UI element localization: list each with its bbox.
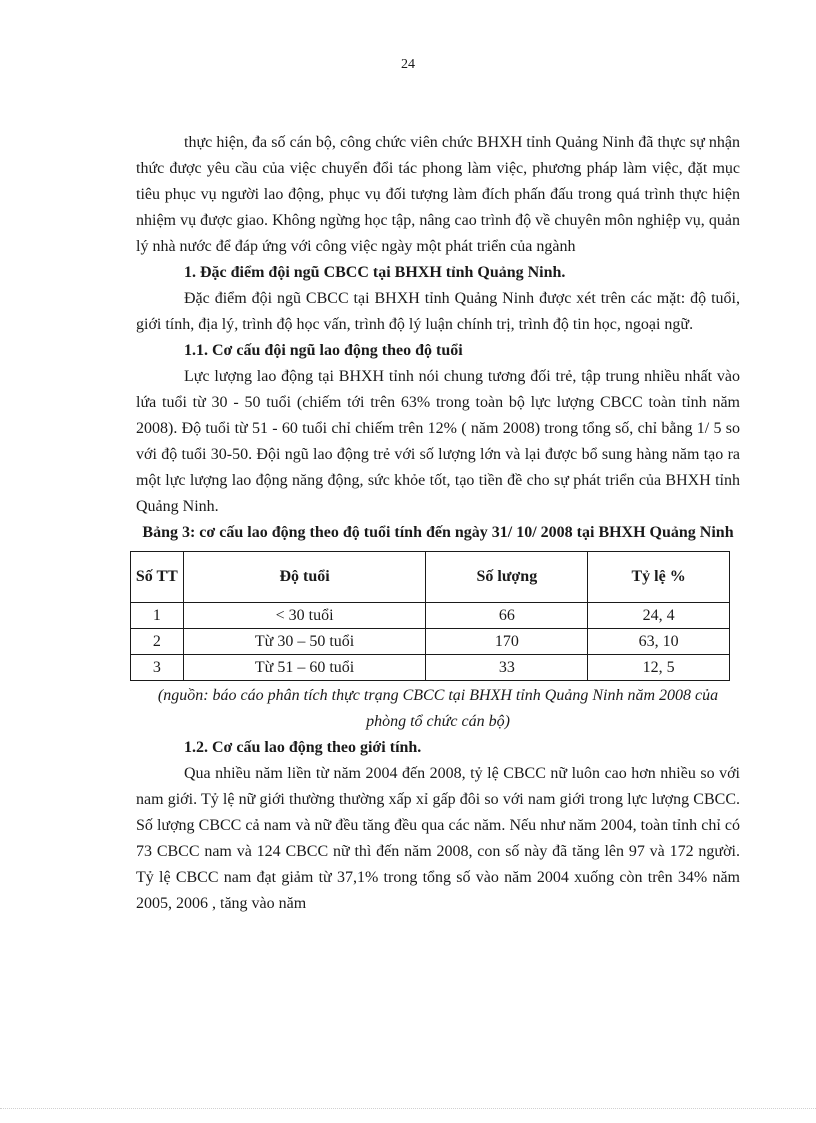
header-percent: Tỷ lệ % — [588, 552, 730, 603]
header-stt: Số TT — [131, 552, 184, 603]
table-row — [131, 629, 730, 655]
cell-count: 170 — [426, 629, 588, 655]
cell-age-group: < 30 tuổi — [183, 603, 426, 629]
section-1-paragraph: Đặc điểm đội ngũ CBCC tại BHXH tỉnh Quảng Ninh được xét trên các mặt: độ tuổi, giới tính, địa lý, trình độ học vấn, trình độ lý luận chính trị, trình độ tin học, ngoại ngữ. — [136, 290, 740, 333]
header-count: Số lượng — [426, 552, 588, 603]
cell-percent: 12, 5 — [588, 655, 730, 681]
table-row — [131, 603, 730, 629]
cell-stt: 3 — [131, 655, 184, 681]
table-3-caption: Bảng 3: cơ cấu lao động theo độ tuổi tính đến ngày 31/ 10/ 2008 tại BHXH Quảng Ninh — [142, 524, 734, 541]
section-1-heading: 1. Đặc điểm đội ngũ CBCC tại BHXH tỉnh Quảng Ninh. — [184, 264, 566, 281]
page-bottom-divider — [0, 1108, 816, 1109]
intro-paragraph: thực hiện, đa số cán bộ, công chức viên chức BHXH tỉnh Quảng Ninh đã thực sự nhận thức được yêu cầu của việc chuyển đổi tác phong làm việc, phương pháp làm việc, đặt mục tiêu phục vụ người lao động, phục vụ đối tượng làm đích phấn đấu trong quá trình thực hiện nhiệm vụ được giao. Không ngừng học tập, nâng cao trình độ về chuyên môn nghiệp vụ, quản lý nhà nước để đáp ứng với công việc ngày một phát triển của ngành — [136, 134, 740, 255]
cell-stt: 1 — [131, 603, 184, 629]
header-age-group: Độ tuổi — [183, 552, 426, 603]
table-row — [131, 655, 730, 681]
section-1-2-heading: 1.2. Cơ cấu lao động theo giới tính. — [184, 739, 422, 756]
age-structure-table — [130, 551, 730, 681]
table-header-row — [131, 552, 730, 603]
cell-age-group: Từ 51 – 60 tuổi — [183, 655, 426, 681]
cell-stt: 2 — [131, 629, 184, 655]
section-1-1-paragraph: Lực lượng lao động tại BHXH tỉnh nói chung tương đối trẻ, tập trung nhiều nhất vào lứa tuổi từ 30 - 50 tuổi (chiếm tới trên 63% trong toàn bộ lực lượng CBCC toàn tỉnh năm 2008). Độ tuổi từ 51 - 60 tuổi chỉ chiếm trên 12% ( năm 2008) trong tổng số, chỉ bằng 1/ 5 so với độ tuổi 30-50. Đội ngũ lao động trẻ với số lượng lớn và lại được bổ sung hàng năm tạo ra một lực lượng lao động năng động, sức khỏe tốt, tạo tiền đề cho sự phát triển của BHXH tỉnh Quảng Ninh. — [136, 368, 740, 515]
cell-age-group: Từ 30 – 50 tuổi — [183, 629, 426, 655]
table-3-source-note: (nguồn: báo cáo phân tích thực trạng CBCC tại BHXH tỉnh Quảng Ninh năm 2008 của phòng tổ chức cán bộ) — [157, 687, 719, 730]
cell-percent: 24, 4 — [588, 603, 730, 629]
cell-count: 33 — [426, 655, 588, 681]
cell-percent: 63, 10 — [588, 629, 730, 655]
document-body — [136, 130, 740, 917]
cell-count: 66 — [426, 603, 588, 629]
page-number: 24 — [401, 57, 415, 72]
section-1-1-heading: 1.1. Cơ cấu đội ngũ lao động theo độ tuổi — [184, 342, 463, 359]
section-1-2-paragraph: Qua nhiều năm liền từ năm 2004 đến 2008, tỷ lệ CBCC nữ luôn cao hơn nhiều so với nam giới. Tỷ lệ nữ giới thường thường xấp xỉ gấp đôi so với nam giới trong lực lượng CBCC. Số lượng CBCC cả nam và nữ đều tăng đều qua các năm. Nếu như năm 2004, toàn tỉnh chỉ có 73 CBCC nam và 124 CBCC nữ thì đến năm 2008, con số này đã tăng lên 97 và 172 người. Tỷ lệ CBCC nam đạt giảm từ 37,1% trong tổng số vào năm 2004 xuống còn trên 34% năm 2005, 2006 , tăng vào năm — [136, 765, 740, 912]
